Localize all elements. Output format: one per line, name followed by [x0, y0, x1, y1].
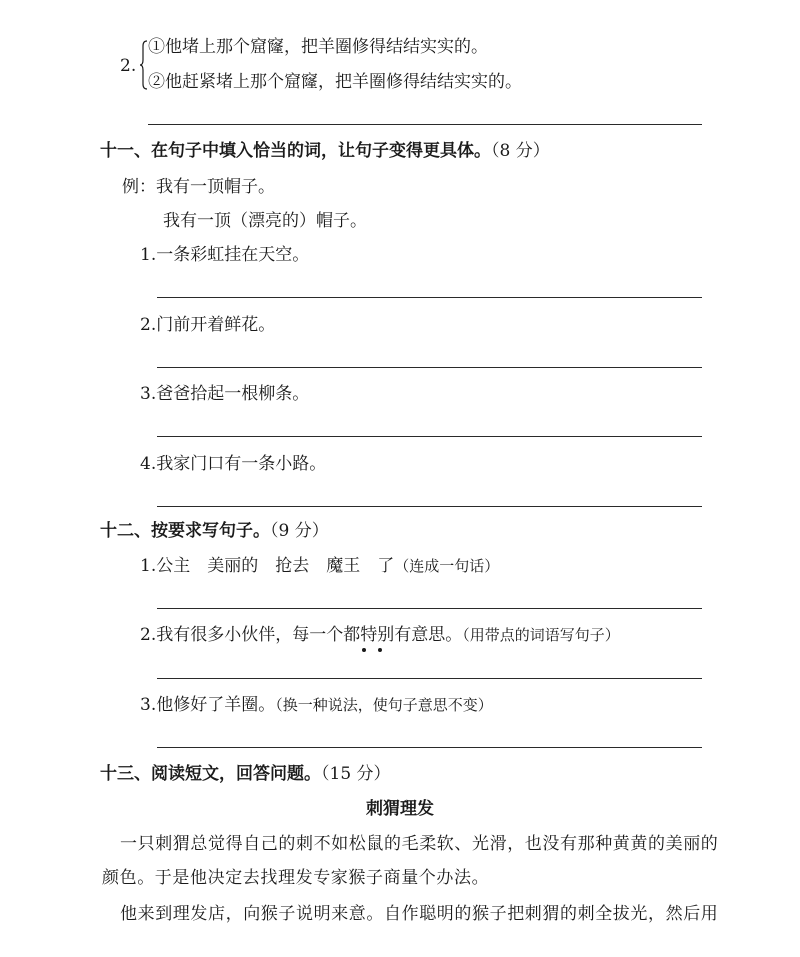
q12-answer-line-1[interactable]	[157, 608, 702, 609]
q13-heading	[100, 764, 391, 784]
q11-answer-line-1[interactable]	[157, 297, 702, 298]
passage-line-2: 颜色。于是他决定去找理发专家猴子商量个办法。	[102, 868, 490, 888]
q12-item-1	[140, 556, 499, 576]
emphasis-dot-icon	[378, 648, 382, 652]
passage-title: 刺猬理发	[366, 799, 434, 819]
q10-answer-line[interactable]	[148, 124, 702, 125]
q12-answer-line-3[interactable]	[157, 747, 702, 748]
q11-answer-line-3[interactable]	[157, 436, 702, 437]
emphasis-dot-icon	[362, 648, 366, 652]
q13-heading-text: 十三、阅读短文，回答问题。	[100, 764, 321, 784]
q11-item-1: 1.一条彩虹挂在天空。	[140, 245, 310, 265]
q11-item-2: 2.门前开着鲜花。	[140, 315, 276, 335]
q10-option-1: ①他堵上那个窟窿，把羊圈修得结结实实的。	[148, 37, 488, 57]
q11-answer-line-2[interactable]	[157, 367, 702, 368]
passage-line-3: 他来到理发店，向猴子说明来意。自作聪明的猴子把刺猬的刺全拔光，然后用	[120, 904, 719, 924]
q11-score: （8 分）	[491, 141, 550, 161]
q12-answer-line-2[interactable]	[157, 678, 702, 679]
q11-example-2: 我有一顶（漂亮的）帽子。	[163, 211, 367, 231]
q10-item-number: 2.	[120, 56, 137, 76]
passage-line-1: 一只刺猬总觉得自己的刺不如松鼠的毛柔软、光滑，也没有那种黄黄的美丽的	[120, 834, 719, 854]
brace-icon	[140, 40, 148, 90]
q11-heading	[100, 141, 550, 161]
q12-item-1-note: （连成一句话）	[394, 557, 500, 575]
q12-item-2	[140, 625, 620, 645]
q11-item-4: 4.我家门口有一条小路。	[140, 454, 327, 474]
q11-answer-line-4[interactable]	[157, 506, 702, 507]
q12-item-3-text: 3.他修好了羊圈。	[140, 695, 276, 715]
q10-option-2: ②他赶紧堵上那个窟窿，把羊圈修得结结实实的。	[148, 72, 522, 92]
q11-item-3: 3.爸爸拾起一根柳条。	[140, 384, 310, 404]
q12-item-1-text: 1.公主 美丽的 抢去 魔王 了	[140, 556, 395, 576]
q12-item-2-text: 2.我有很多小伙伴，每一个都特别有意思。	[140, 625, 463, 645]
q12-item-2-note: （用带点的词语写句子）	[462, 626, 620, 644]
q11-example-1: 例：我有一顶帽子。	[122, 177, 275, 197]
q12-item-3-note: （换一种说法，使句子意思不变）	[275, 696, 493, 714]
q12-item-3	[140, 695, 493, 715]
q13-score: （15 分）	[321, 764, 391, 784]
q12-heading	[100, 521, 329, 541]
q11-heading-text: 十一、在句子中填入恰当的词，让句子变得更具体。	[100, 141, 491, 161]
q12-heading-text: 十二、按要求写句子。	[100, 521, 270, 541]
q12-score: （9 分）	[270, 521, 329, 541]
